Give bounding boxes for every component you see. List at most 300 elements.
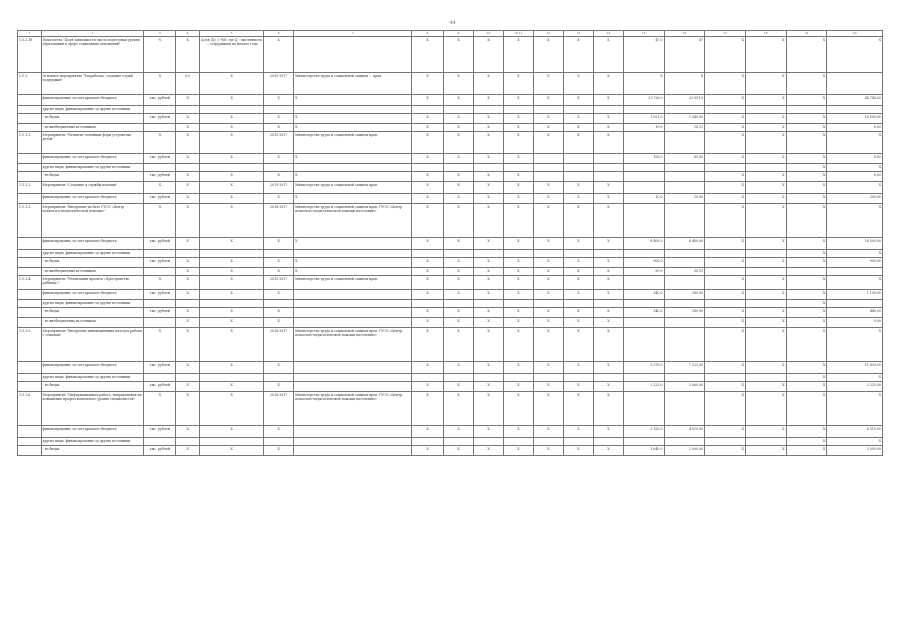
table-row	[18, 382, 883, 392]
table-cell: Х	[176, 182, 200, 194]
table-cell: Х	[503, 382, 533, 392]
table-cell: 3 000,00	[827, 446, 883, 456]
table-cell	[294, 300, 412, 308]
table-cell: Х	[533, 446, 563, 456]
table-cell: Х	[745, 426, 786, 438]
table-cell: другие виды, финансирование за другие источники	[41, 374, 144, 382]
table-cell: Х	[199, 362, 263, 374]
table-cell	[18, 194, 42, 204]
table-cell	[294, 318, 412, 328]
table-cell: тыс. рублей	[144, 172, 176, 182]
table-cell: Х	[593, 95, 623, 106]
table-cell: Х	[786, 164, 827, 172]
table-cell: Х	[827, 250, 883, 258]
table-cell: 50,0	[623, 268, 664, 276]
table-cell: 2015-2017	[264, 132, 294, 154]
table-cell: Х	[705, 318, 746, 328]
table-cell	[444, 438, 474, 446]
table-cell: Х	[199, 172, 263, 182]
table-cell: Х	[786, 124, 827, 132]
table-cell	[593, 374, 623, 382]
table-cell: Х	[294, 194, 412, 204]
table-cell: Х	[199, 318, 263, 328]
table-cell: Х	[593, 194, 623, 204]
table-cell: тыс. рублей	[144, 258, 176, 268]
table-cell: Х	[786, 362, 827, 374]
table-cell: другие виды, финансирование за другие источники	[41, 438, 144, 446]
table-cell: тыс. рублей	[144, 95, 176, 106]
table-row	[18, 172, 883, 182]
table-cell	[444, 164, 474, 172]
table-row	[18, 328, 883, 362]
table-cell	[503, 374, 533, 382]
table-cell: Х	[444, 392, 474, 426]
table-cell: - из бюдж.	[41, 258, 144, 268]
table-cell	[473, 374, 503, 382]
table-cell	[18, 268, 42, 276]
table-cell: тыс. рублей	[144, 362, 176, 374]
table-cell: Х	[199, 308, 263, 318]
table-cell: Х	[176, 124, 200, 132]
table-cell: Х	[199, 276, 263, 290]
table-cell	[444, 300, 474, 308]
table-cell: Х	[411, 290, 443, 300]
table-cell: Х	[563, 132, 593, 154]
table-cell: Х	[533, 114, 563, 124]
table-cell: Х	[786, 172, 827, 182]
table-cell: Х	[593, 318, 623, 328]
table-cell: 900,00	[827, 258, 883, 268]
table-cell: Х	[176, 258, 200, 268]
table-cell: Х	[473, 114, 503, 124]
table-cell	[411, 374, 443, 382]
table-cell: Х	[563, 426, 593, 438]
table-cell: 0,0	[176, 73, 200, 95]
table-cell	[294, 290, 412, 300]
table-cell: 1.5.1.1.	[18, 132, 42, 154]
table-cell	[827, 106, 883, 114]
table-cell: Х	[264, 114, 294, 124]
column-number: 9	[444, 31, 474, 37]
table-cell: Х	[473, 258, 503, 268]
table-cell	[444, 250, 474, 258]
table-cell: Х	[411, 328, 443, 362]
table-cell: Х	[444, 204, 474, 238]
table-row	[18, 106, 883, 114]
table-cell: Х	[563, 182, 593, 194]
table-cell: 16 500,00	[827, 238, 883, 250]
table-cell: Х	[144, 204, 176, 238]
table-cell: Х	[593, 362, 623, 374]
table-cell: Х	[411, 182, 443, 194]
column-number: 10,11	[503, 31, 533, 37]
table-cell	[411, 250, 443, 258]
table-cell: Х	[745, 258, 786, 268]
table-cell: - из бюдж.	[41, 446, 144, 456]
table-cell: Х	[473, 276, 503, 290]
table-cell: Х	[411, 276, 443, 290]
table-cell	[745, 250, 786, 258]
table-cell	[827, 73, 883, 95]
table-cell: Х	[176, 276, 200, 290]
table-cell: Министерство труда и социальной защиты края, ГУСО «Центр психолого-педагогической помощи населению»	[294, 392, 412, 426]
table-cell: Х	[199, 124, 263, 132]
table-cell: Х	[473, 392, 503, 426]
table-cell: финансирование за счет краевого бюджета	[41, 154, 144, 164]
table-cell: 1 921,0	[623, 114, 664, 124]
table-cell: Х	[533, 426, 563, 438]
table-row	[18, 268, 883, 276]
table-cell: Министерство труда и социальной защиты … края	[294, 73, 412, 95]
table-cell	[705, 250, 746, 258]
table-cell	[294, 382, 412, 392]
table-row	[18, 276, 883, 290]
table-cell: Х	[705, 308, 746, 318]
table-cell: Х	[176, 204, 200, 238]
table-cell: Х	[593, 132, 623, 154]
table-cell: Х	[533, 182, 563, 194]
table-cell	[144, 250, 176, 258]
table-cell: Х	[144, 328, 176, 362]
table-cell: Х	[593, 268, 623, 276]
table-cell	[623, 204, 664, 238]
column-number: 1	[18, 31, 42, 37]
table-cell: Х	[444, 132, 474, 154]
table-cell: Х	[503, 238, 533, 250]
table-cell: Х	[563, 114, 593, 124]
table-row	[18, 374, 883, 382]
table-cell: Х	[745, 276, 786, 290]
table-cell	[593, 250, 623, 258]
table-cell: 1.5.1.	[18, 73, 42, 95]
table-cell	[18, 438, 42, 446]
column-number: 4	[176, 31, 200, 37]
table-cell: Х	[786, 276, 827, 290]
table-cell: Х	[593, 446, 623, 456]
table-cell: - из внебюджетных источников	[41, 124, 144, 132]
table-cell: 10,00	[664, 194, 705, 204]
table-cell	[18, 124, 42, 132]
table-cell: Х	[786, 374, 827, 382]
table-cell: Х	[444, 268, 474, 276]
table-cell: финансирование за счет краевого бюджета	[41, 194, 144, 204]
table-cell: Х	[176, 446, 200, 456]
table-cell	[18, 106, 42, 114]
table-cell: финансирование за счет краевого бюджета	[41, 238, 144, 250]
table-cell: Х	[411, 426, 443, 438]
table-cell: Х	[533, 392, 563, 426]
table-cell: 44 740,00	[827, 95, 883, 106]
table-cell	[144, 374, 176, 382]
table-row	[18, 258, 883, 268]
table-cell: Х	[264, 382, 294, 392]
column-number: 5	[199, 31, 263, 37]
table-cell: - из бюдж.	[41, 172, 144, 182]
table-cell: Х	[176, 114, 200, 124]
table-cell	[18, 250, 42, 258]
table-row	[18, 250, 883, 258]
table-cell: Х	[411, 73, 443, 95]
table-cell	[199, 374, 263, 382]
table-row	[18, 154, 883, 164]
table-cell	[264, 438, 294, 446]
table-cell	[294, 250, 412, 258]
table-cell: Х	[264, 37, 294, 73]
table-cell: Х	[593, 308, 623, 318]
table-cell: Х	[503, 392, 533, 426]
table-cell: Х	[444, 382, 474, 392]
table-cell: Х	[786, 154, 827, 164]
table-cell: 8 400,00	[664, 238, 705, 250]
table-cell: 1.5.2.18	[18, 37, 42, 73]
table-cell: Х	[199, 238, 263, 250]
table-cell	[664, 132, 705, 154]
table-cell: Х	[264, 258, 294, 268]
table-cell	[18, 95, 42, 106]
table-cell: Х	[176, 362, 200, 374]
program-table	[17, 30, 883, 456]
table-cell: Х	[786, 438, 827, 446]
table-cell: Х	[144, 276, 176, 290]
table-cell: Х	[199, 258, 263, 268]
table-cell	[144, 124, 176, 132]
table-cell	[664, 182, 705, 194]
table-cell: Х	[199, 328, 263, 362]
table-cell: Х	[503, 114, 533, 124]
table-cell: Х	[745, 204, 786, 238]
table-cell: Министерство труда и социальной защиты края	[294, 276, 412, 290]
table-cell: Х	[411, 258, 443, 268]
table-cell	[18, 382, 42, 392]
table-cell: 0,00	[827, 318, 883, 328]
table-cell: Х	[786, 182, 827, 194]
table-cell: Х	[473, 268, 503, 276]
table-cell	[18, 300, 42, 308]
table-cell	[411, 438, 443, 446]
column-number: 14	[593, 31, 623, 37]
table-row	[18, 426, 883, 438]
table-cell: 2 223,0	[623, 382, 664, 392]
table-cell: Х	[411, 446, 443, 456]
table-cell	[294, 308, 412, 318]
table-cell	[264, 164, 294, 172]
table-cell	[664, 204, 705, 238]
table-cell	[444, 106, 474, 114]
table-cell: Х	[411, 308, 443, 318]
column-number: 13	[563, 31, 593, 37]
table-cell: Х	[199, 446, 263, 456]
table-cell	[444, 374, 474, 382]
column-number: 20	[827, 31, 883, 37]
table-row	[18, 182, 883, 194]
table-cell: Х	[533, 258, 563, 268]
table-cell: Х	[294, 238, 412, 250]
table-cell: Мероприятие "Реализация проекта «Пространство ребёнка»"	[41, 276, 144, 290]
table-cell: Х	[563, 238, 593, 250]
column-number: 10	[473, 31, 503, 37]
table-row	[18, 114, 883, 124]
table-cell: Х	[705, 362, 746, 374]
table-cell	[264, 250, 294, 258]
table-cell: Х	[199, 114, 263, 124]
table-cell	[664, 106, 705, 114]
table-cell: 29 726,0	[623, 95, 664, 106]
table-cell: Х	[533, 73, 563, 95]
table-cell: Х	[444, 182, 474, 194]
table-cell	[473, 300, 503, 308]
table-cell: 1.5.1.3.	[18, 204, 42, 238]
table-cell	[144, 268, 176, 276]
table-cell: Х	[473, 172, 503, 182]
table-cell: Мероприятие "Создание в службы помощи"	[41, 182, 144, 194]
table-cell: Х	[176, 426, 200, 438]
table-cell: Х	[444, 114, 474, 124]
table-cell: Х	[503, 276, 533, 290]
table-cell: Х	[144, 73, 176, 95]
table-cell: Х	[745, 132, 786, 154]
table-cell: Х	[705, 132, 746, 154]
table-cell	[18, 154, 42, 164]
table-cell	[563, 154, 593, 164]
column-number: 19	[786, 31, 827, 37]
table-cell	[503, 438, 533, 446]
table-cell: Х	[705, 276, 746, 290]
page-number: 44	[449, 20, 456, 26]
table-cell: Х	[503, 194, 533, 204]
table-cell: Х	[503, 154, 533, 164]
table-cell: 1 640,0	[623, 446, 664, 456]
table-cell: Х	[473, 308, 503, 318]
table-cell: Х	[786, 382, 827, 392]
table-cell	[294, 446, 412, 456]
table-cell: Х	[593, 426, 623, 438]
table-cell: Показатель "Доля зависимости числа подготовки уровня образования в сфере социальных отношений"	[41, 37, 144, 73]
table-cell: Х	[144, 182, 176, 194]
table-cell: Х	[503, 362, 533, 374]
table-cell	[745, 438, 786, 446]
table-cell: Х	[745, 328, 786, 362]
table-cell: другие виды, финансирование за другие источники	[41, 250, 144, 258]
table-cell	[593, 164, 623, 172]
table-cell: 47	[664, 37, 705, 73]
table-cell: Х	[827, 374, 883, 382]
table-row	[18, 124, 883, 132]
table-cell: Х	[745, 318, 786, 328]
table-cell: Х	[473, 204, 503, 238]
column-number: 17	[705, 31, 746, 37]
table-cell: Х	[503, 258, 533, 268]
table-cell: Х	[593, 114, 623, 124]
table-cell	[144, 164, 176, 172]
table-cell: Х	[264, 268, 294, 276]
column-number: 15	[623, 31, 664, 37]
table-cell: Х	[786, 194, 827, 204]
table-cell	[593, 300, 623, 308]
table-cell: Х	[664, 73, 705, 95]
table-cell: Х	[264, 194, 294, 204]
table-cell: Х	[176, 37, 200, 73]
table-cell: Х	[264, 318, 294, 328]
table-cell: Х	[827, 438, 883, 446]
table-cell: Мероприятие "Информационная работа, направленная на повышение профессионального уровня специалистов"	[41, 392, 144, 426]
table-cell: Х	[444, 446, 474, 456]
table-cell: Х	[411, 362, 443, 374]
table-cell: Х	[294, 124, 412, 132]
table-cell	[294, 362, 412, 374]
table-cell: Х	[444, 308, 474, 318]
table-cell	[593, 106, 623, 114]
table-cell: Х	[411, 154, 443, 164]
table-cell: Х	[503, 95, 533, 106]
table-cell: Х	[593, 290, 623, 300]
table-cell: Х	[593, 73, 623, 95]
table-cell: - из бюдж.	[41, 114, 144, 124]
table-cell	[745, 106, 786, 114]
table-cell: Х	[176, 194, 200, 204]
table-cell: Х	[705, 204, 746, 238]
table-cell: Х	[411, 238, 443, 250]
table-cell: Х	[199, 95, 263, 106]
table-cell: Х	[503, 172, 533, 182]
table-cell	[705, 374, 746, 382]
table-cell: Х	[786, 446, 827, 456]
table-cell: Х	[176, 318, 200, 328]
table-cell: Х	[176, 132, 200, 154]
table-cell	[144, 438, 176, 446]
table-cell: 440,00	[827, 308, 883, 318]
table-cell: Х	[563, 276, 593, 290]
table-cell: Х	[705, 290, 746, 300]
table-cell: Х	[563, 362, 593, 374]
table-cell: Х	[533, 382, 563, 392]
table-cell: 18,51	[664, 124, 705, 132]
table-cell: Х	[473, 132, 503, 154]
table-row	[18, 300, 883, 308]
table-cell: Х	[827, 328, 883, 362]
table-cell	[705, 438, 746, 446]
table-cell: Х	[503, 124, 533, 132]
table-cell: Х	[444, 172, 474, 182]
table-cell	[745, 164, 786, 172]
table-cell: Х	[199, 194, 263, 204]
table-cell: Х	[533, 318, 563, 328]
table-cell: тыс. рублей	[144, 154, 176, 164]
column-number: 3	[144, 31, 176, 37]
table-cell: Х	[199, 204, 263, 238]
table-cell: Х	[563, 328, 593, 362]
table-cell: Х	[473, 182, 503, 194]
table-cell: Х	[827, 392, 883, 426]
table-cell: Х	[786, 290, 827, 300]
table-cell: Х	[473, 73, 503, 95]
table-cell: финансирование за счет краевого бюджета	[41, 290, 144, 300]
table-cell: Х	[827, 132, 883, 154]
table-cell: Х	[473, 238, 503, 250]
table-cell: Х	[444, 37, 474, 73]
table-cell	[176, 106, 200, 114]
table-cell	[533, 250, 563, 258]
table-cell: Х	[745, 172, 786, 182]
table-cell: Х	[503, 182, 533, 194]
table-cell: Х	[563, 194, 593, 204]
table-cell	[473, 250, 503, 258]
table-cell	[176, 374, 200, 382]
table-cell: Х	[563, 268, 593, 276]
table-cell	[294, 37, 412, 73]
table-cell: Х	[705, 154, 746, 164]
table-cell: тыс. рублей	[144, 194, 176, 204]
table-cell: финансирование за счет краевого бюджета	[41, 362, 144, 374]
